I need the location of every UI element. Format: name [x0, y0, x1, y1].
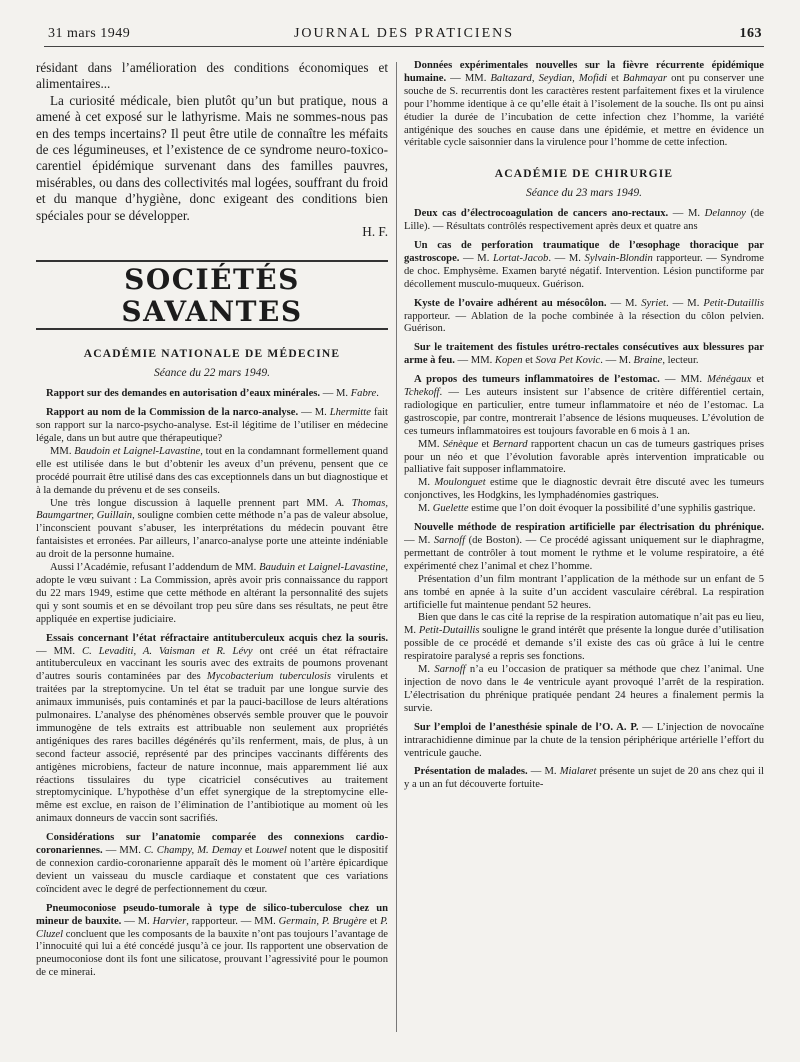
header-date: 31 mars 1949 [48, 26, 131, 41]
left-column [36, 60, 388, 1052]
column-divider [396, 62, 397, 1032]
running-header [44, 24, 764, 47]
entry-title: Rapport sur des demandes en autorisation d’eaux minérales. [46, 388, 321, 400]
report-entry: A propos des tumeurs inflammatoires de l’estomac. — MM. Ménégaux et Tchekoff. — Les auteurs insistent sur l’absence de critère différentiel certain, radiologique en particulier, entre tumeur inflammatoire et néo de l’estomac. La gastroscopie, par contre, montrerait l’absence de lésions muqueuses. L’évolution de ces tumeurs inflammatoires est toujours favorable en 6 mois à 1 an. MM. Sénèque et Bernard rapportent chacun un cas de tumeurs gastriques prises pour un néo et que l’évolution favorable après intervention impraticable ou palliative fait supposer inflammatoire. M. Moulonguet estime que le diagnostic devrait être discuté avec les tumeurs conjonctives, les Hodgkins, les lymphadénomies gastriques. M. Guelette estime que l’on doit évoquer la possibilité d’une syphilis gastrique. [404, 374, 764, 515]
report-entry: Deux cas d’électrocoagulation de cancers ano-rectaux. — M. Delannoy (de Lille). — Résultats contrôlés respectivement après deux et quatre ans [404, 208, 764, 233]
report-entry: Essais concernant l’état réfractaire antituberculeux acquis chez la souris. — MM. C. Levaditi, A. Vaisman et R. Lévy ont créé un état réfractaire antituberculeux en vaccinant les souris avec des extraits de poumons provenant d’autres souris contaminées par des Mycobacterium tuberculosis virulents et traitées par la streptomycine. Un tel état se traduit par une longue survie des animaux immunisés, puis contaminés et par la pauci-bacillose de leurs altérations pulmonaires. L’analyse des phénomènes observés semble prouver que le pouvoir immunogène de tels extraits est attribuable non seulement aux propriétés antigéniques des rares bacilles dégénérés qu’ils renferment, mais, de plus, à un second facteur associé, représenté par des principes vaccinants différents des antigènes microbiens, facteur de nature inconnue, mais apparemment lié aux réactions tissulaires du type cicatriciel consécutives au traitement streptomycinique. L’hypothèse d’un effet synergique de la streptomycine elle-même est exclue, en raison de l’élimination de l’antibiotique au moment où les animaux donneurs de vaccin sont sacrifiés. [36, 632, 388, 825]
header-page-number: 163 [739, 26, 762, 41]
report-entry: Kyste de l’ovaire adhérent au mésocôlon. — M. Syriet. — M. Petit-Dutaillis rapporteur. — Ablation de la poche combinée à la résection du côlon pelvien. Guérison. [404, 297, 764, 335]
entry-title: Essais concernant l’état réfractaire antituberculeux acquis chez la souris. [46, 632, 388, 644]
academy-medicine-session: Séance du 22 mars 1949. [154, 367, 270, 380]
intro-paragraph-1: résidant dans l’amélioration des conditions économiques et alimentaires... [36, 60, 388, 92]
report-entry: Sur l’emploi de l’anesthésie spinale de l’O. A. P. — L’injection de novocaïne intrarachidienne diminue par la chute de la tension périphérique artérielle l’effort du ventricule gauche. [404, 721, 764, 759]
intro-paragraph-2: La curiosité médicale, bien plutôt qu’un but pratique, nous a amené à cet exposé sur le lathyrisme. Mais ne sommes-nous pas en des temps incertains? Il peut être utile de connaître les méfaits de ces légumineuses, et l’existence de ce syndrome neuro-toxico-carentiel épidémique survenant dans des familles pauvres, misérables, ou dans des collectivités mal logées, souffrant du froid et du manque d’hygiène, donc exigeant des conditions bien spéciales pour se développer. [36, 92, 388, 223]
intro-block [36, 60, 388, 240]
entry-title: Sur le traitement des fistules urétro-rectales consécutives aux blessures par arme à feu. [404, 342, 764, 367]
entry-title: Pneumoconiose pseudo-tumorale à type de silico-tuberculose chez un mineur de bauxite. [36, 902, 388, 927]
academy-medicine-title: ACADÉMIE NATIONALE DE MÉDECINE [83, 348, 341, 361]
entry-title: Données expérimentales nouvelles sur la fièvre récurrente épidémique humaine. [404, 60, 764, 84]
entry-title: Nouvelle méthode de respiration artificielle par électrisation du phrénique. [414, 522, 764, 534]
report-entry: Rapport sur des demandes en autorisation d’eaux minérales. — M. Fabre. [46, 388, 379, 400]
report-entry: Rapport au nom de la Commission de la narco-analyse. — M. Lhermitte fait son rapport sur la narco-psycho-analyse. Est-il légitime de l’utiliser en médecine légale, dans un but autre que thérapeutique? MM. Baudoin et Laignel-Lavastine, tout en la condamnant formellement quand elle est utilisée dans le but d’obtenir les aveux d’un prévenu, pensent que ce procédé pourrait être utilisé dans des cas exceptionnels dans un but diagnostique et à la demande du prévenu et de ses conseils. Une très longue discussion à laquelle prennent part MM. A. Thomas, Baumgartner, Guillain, souligne combien cette méthode n’a pas de valeur absolue, l’inconscient pouvant s’abuser, les interprétations du médecin pouvant être fantaisistes et erronées. Par ailleurs, l’anarco-analyse porte une atteinte indéniable au droit de la personne humaine. Aussi l’Académie, refusant l’addendum de MM. Bauduin et Laignel-Lavastine, adopte le vœu suivant : La Commission, après avoir pris connaissance du rapport du 22 mars 1949, estime que cette méthode en altérant la personnalité des sujets qui y sont soumis et en se dévoilant trop peu sûre dans ses résultats, ne peut être appliquée en expertise judiciaire. [36, 407, 388, 625]
right-column [404, 60, 764, 1052]
entry-title: Rapport au nom de la Commission de la narco-analyse. [46, 407, 299, 419]
header-journal: JOURNAL DES PRATICIENS [293, 26, 515, 41]
entry-title: Présentation de malades. [414, 766, 528, 778]
academy-surgery-session: Séance du 23 mars 1949. [526, 187, 642, 200]
report-entry: Pneumoconiose pseudo-tumorale à type de silico-tuberculose chez un mineur de bauxite. — M. Harvier, rapporteur. — MM. Germain, P. Brugère et P. Cluzel concluent que les composants de la bauxite n’ont pas toujours l’avantage de l’innocuité qui lui a été concédé jusqu’à ce jour. Ils rapportent une observation de pneumoconiose dont ils font une silicatose, prouvant l’agressivité pour le poumon de ce minerai. [36, 902, 388, 979]
report-entry: Un cas de perforation traumatique de l’œsophage thoracique par gastroscope. — M. Lortat-Jacob. — M. Sylvain-Blondin rapporteur. — Syndrome de choc. Emphysème. Examen baryté négatif. Intervention. Lésion punctiforme par décollement musculo-muqueux. Guérison. [404, 239, 764, 290]
report-entry: Présentation de malades. — M. Mialaret présente un sujet de 20 ans chez qui il y a un an fut découverte fortuite- [404, 766, 764, 791]
entry-title: Kyste de l’ovaire adhérent au mésocôlon. [414, 297, 607, 309]
report-entry: Sur le traitement des fistules urétro-rectales consécutives aux blessures par arme à feu. — MM. Kopen et Sova Pet Kovic. — M. Braine, lecteur. [404, 342, 764, 367]
report-entry: Nouvelle méthode de respiration artificielle par électrisation du phrénique. — M. Sarnoff (de Boston). — Ce procédé agissant uniquement sur le diaphragme, permettant de contrôler à tout moment le rythme et le volume respiratoire, a été expérimenté chez l’animal et chez l’homme. Présentation d’un film montrant l’application de la méthode sur un enfant de 5 ans tombé en apnée à la suite d’un accident vasculaire cérébral. La respiration artificielle fut maintenue pendant 52 heures. Bien que dans le cas cité la reprise de la respiration automatique n’ait pas eu lieu, M. Petit-Dutaillis souligne le grand intérêt que présente la longue durée d’utilisation possible de ce procédé et demande s’il existe des cas où grâce à lui le centre respiratoire paralysé a repris ses fonctions. M. Sarnoff n’a eu l’occasion de pratiquer sa méthode que chez l’animal. Une injection de novo dans le 4e ventricule ayant provoqué l’arrêt de la respiration. L’électrisation du phrénique pratiquée pendant 24 heures a finalement permis la survie. [404, 522, 764, 714]
intro-signature-line [36, 224, 388, 240]
academy-surgery-title: ACADÉMIE DE CHIRURGIE [494, 168, 674, 181]
intro-signature: H. F. [362, 224, 388, 240]
report-entry: Considérations sur l’anatomie comparée des connexions cardio-coronariennes. — MM. C. Champy, M. Demay et Louwel notent que le dispositif de connexion cardio-coronarienne apparaît dès le moment où l’artère épicardique devient un vaisseau du muscle cardiaque et constatent que ces variations coïncident avec le degré de perfectionnement du cœur. [36, 832, 388, 895]
entry-title: Considérations sur l’anatomie comparée des connexions cardio-coronariennes. [36, 832, 388, 857]
section-title: SOCIÉTÉS SAVANTES [36, 260, 388, 330]
entry-title: A propos des tumeurs inflammatoires de l’estomac. [414, 374, 660, 386]
entry-title: Sur l’emploi de l’anesthésie spinale de l’O. A. P. [414, 721, 639, 733]
entry-title: Deux cas d’électrocoagulation de cancers ano-rectaux. [414, 208, 669, 220]
entry-title: Un cas de perforation traumatique de l’œsophage thoracique par gastroscope. [404, 239, 764, 264]
report-entry: Données expérimentales nouvelles sur la fièvre récurrente épidémique humaine. — MM. Baltazard, Seydian, Mofidi et Bahmayar ont pu conserver une souche de S. recurrentis dont les caractères restent parfaitement fixes et la virulence pour l’homme identique à ce qu’elle était à l’isolement de la souche. Ils ont pu ainsi étudier la durée de l’incubation de cette infection chez l’homme, la variété antigénique des souches en cause dans une épidémie, et mettre en évidence un véritable cycle saisonnier dans la virulence pour l’homme de cette infection. [404, 60, 764, 149]
